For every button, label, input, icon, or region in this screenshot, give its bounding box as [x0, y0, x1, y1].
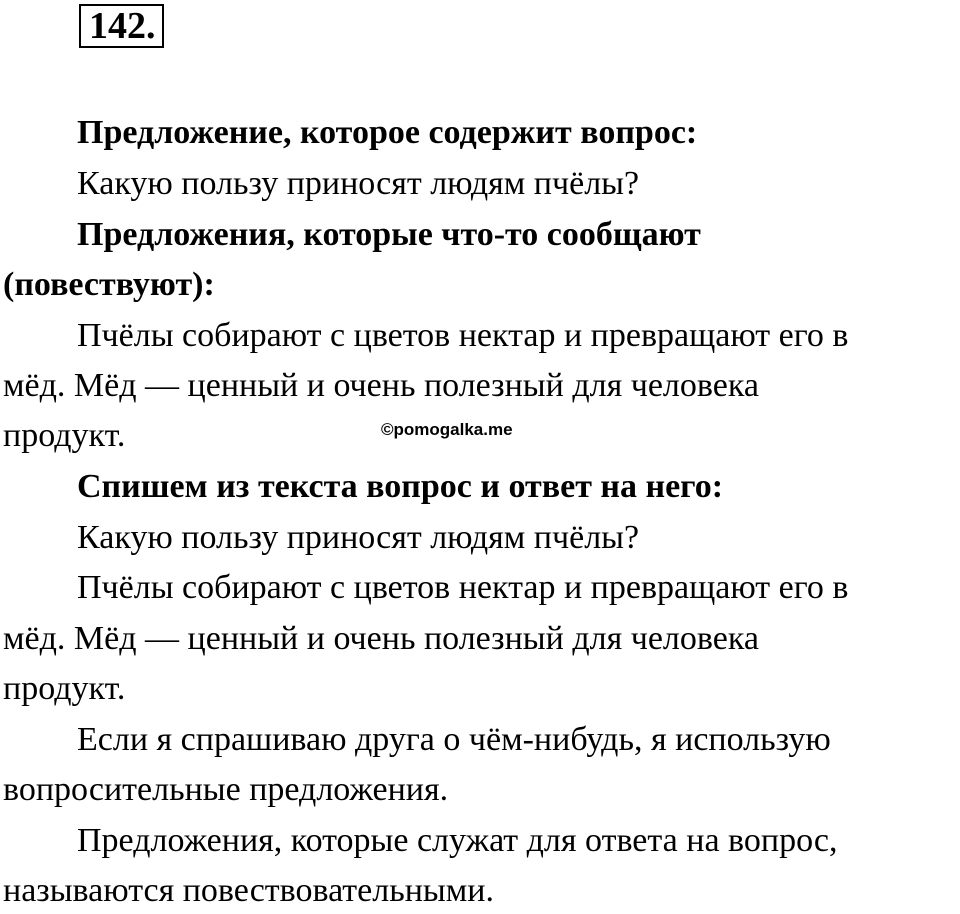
conclusion-1-line-1: Если я спрашиваю друга о чём-нибудь, я использую	[77, 721, 831, 758]
conclusion-1-line-2: вопросительные предложения.	[3, 771, 449, 808]
task-number	[79, 4, 164, 48]
conclusion-2-line-2: называются повествовательными.	[3, 872, 494, 909]
heading-question-sentence: Предложение, которое содержит вопрос:	[77, 114, 698, 151]
question-sentence: Какую пользу приносят людям пчёлы?	[77, 165, 640, 202]
copied-answer-line-1: Пчёлы собирают с цветов нектар и превращают его в	[77, 569, 849, 606]
copied-answer-line-2: мёд. Мёд — ценный и очень полезный для человека	[3, 620, 759, 657]
task-number-box: 142.	[79, 4, 164, 48]
heading-narrative-sentences-cont: (повествуют):	[3, 266, 215, 303]
copied-question: Какую пользу приносят людям пчёлы?	[77, 519, 640, 556]
conclusion-2-line-1: Предложения, которые служат для ответа на вопрос,	[77, 822, 838, 859]
narrative-text-line-2: мёд. Мёд — ценный и очень полезный для человека	[3, 367, 759, 404]
narrative-text-line-1: Пчёлы собирают с цветов нектар и превращают его в	[77, 317, 849, 354]
watermark: ©pomogalka.me	[381, 420, 513, 439]
narrative-text-line-3: продукт.	[3, 417, 126, 454]
heading-copy-task: Спишем из текста вопрос и ответ на него:	[77, 468, 724, 505]
heading-narrative-sentences: Предложения, которые что-то сообщают	[77, 216, 701, 253]
copied-answer-line-3: продукт.	[3, 670, 126, 707]
